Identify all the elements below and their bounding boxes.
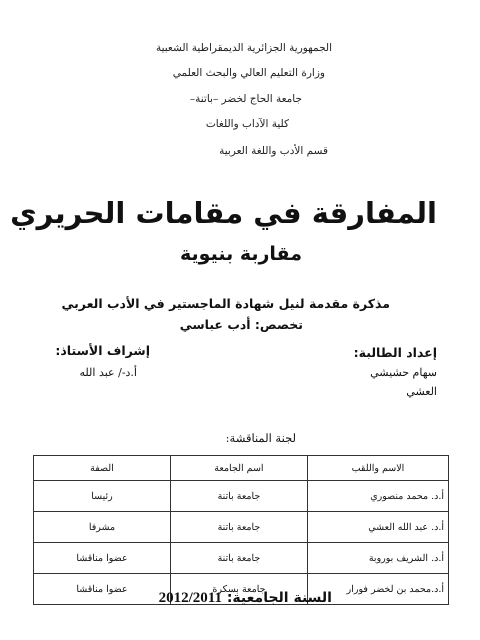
supervisor-label: إشراف الأستاذ:: [55, 343, 150, 358]
member-name: أ.د.محمد بن لخضر فورار: [307, 574, 448, 605]
member-university: جامعة بسكرة: [170, 574, 307, 605]
column-header-university: اسم الجامعة: [170, 456, 307, 481]
member-name: أ.د. الشريف بوروبة: [307, 543, 448, 574]
thesis-subtitle: مقاربة بنيوية: [180, 243, 302, 265]
faculty-line: كلية الآداب واللغات: [205, 118, 289, 130]
student-name-continued: العشي: [406, 385, 437, 398]
academic-year-label: السنة الجامعية:: [226, 590, 332, 606]
department-line: قسم الأدب واللغة العربية: [219, 145, 328, 157]
thesis-description: مذكرة مقدمة لنيل شهادة الماجستير في الأدب العربي: [61, 296, 390, 311]
university-line: جامعة الحاج لخضر –باتنة–: [189, 93, 302, 105]
ministry-line: وزارة التعليم العالي والبحث العلمي: [172, 67, 325, 79]
member-name: أ.د. محمد منصوري: [307, 481, 448, 512]
student-label: إعداد الطالبة:: [353, 345, 437, 360]
table-row: [34, 543, 449, 574]
column-header-name: الاسم واللقب: [307, 456, 448, 481]
member-university: جامعة باتنة: [170, 481, 307, 512]
thesis-title: المفارقة في مقامات الحريري: [10, 196, 437, 230]
member-role: مشرفا: [34, 512, 171, 543]
member-university: جامعة باتنة: [170, 512, 307, 543]
supervisor-name: أ.د-/ عبد الله: [79, 366, 137, 379]
table-row: [34, 481, 449, 512]
committee-table: [33, 455, 449, 605]
member-name: أ.د. عبد الله العشي: [307, 512, 448, 543]
column-header-role: الصفة: [34, 456, 171, 481]
member-role: عضوا مناقشا: [34, 574, 171, 605]
committee-heading: لجنة المناقشة:: [225, 431, 296, 445]
thesis-specialty: تخصص: أدب عباسي: [179, 317, 303, 332]
academic-year-value: 2012/2011: [158, 590, 222, 606]
table-row: [34, 512, 449, 543]
member-role: رئيسا: [34, 481, 171, 512]
member-role: عضوا مناقشا: [34, 543, 171, 574]
republic-line: الجمهورية الجزائرية الديمقراطية الشعبية: [155, 42, 332, 54]
table-header-row: [34, 456, 449, 481]
student-name: سهام حشيشي: [370, 366, 437, 379]
academic-year: [159, 590, 332, 607]
member-university: جامعة باتنة: [170, 543, 307, 574]
